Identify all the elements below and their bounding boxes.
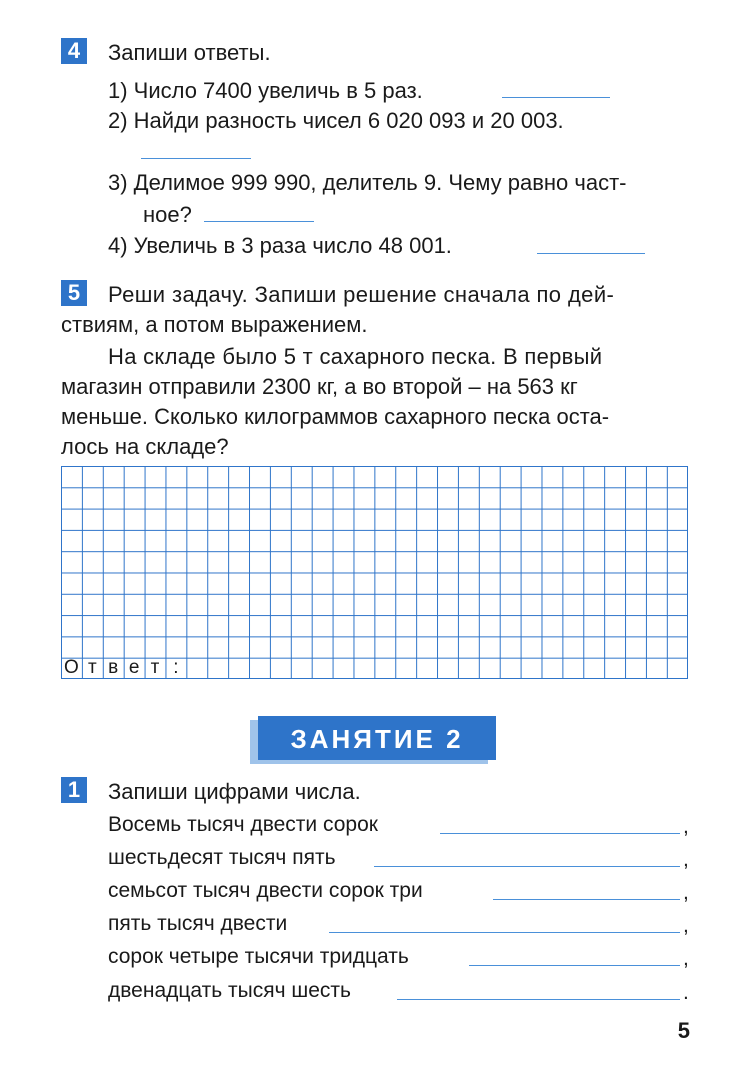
task-text-line: ствиям, а потом выражением. bbox=[61, 312, 368, 337]
lesson-header: ЗАНЯТИЕ 2 bbox=[258, 716, 496, 760]
answer-line[interactable] bbox=[204, 221, 314, 222]
answer-line[interactable] bbox=[440, 833, 680, 834]
number-words: шестьдесят тысяч пять bbox=[108, 846, 336, 869]
answer-letter: : bbox=[173, 657, 179, 678]
answer-letter: т bbox=[87, 657, 97, 678]
answer-line[interactable] bbox=[493, 899, 680, 900]
page-number: 5 bbox=[677, 1018, 690, 1043]
task-text-line: меньше. Сколько килограммов сахарного песка оста- bbox=[61, 404, 610, 429]
row-punctuation: , bbox=[683, 815, 689, 838]
number-words: сорок четыре тысячи тридцать bbox=[108, 945, 409, 968]
answer-letter: в bbox=[108, 657, 119, 678]
task-item: 1) Число 7400 увеличь в 5 раз. bbox=[108, 78, 423, 103]
answer-line[interactable] bbox=[502, 97, 610, 98]
task-item-continuation: ное? bbox=[143, 202, 192, 227]
answer-label bbox=[61, 657, 186, 678]
solution-grid[interactable] bbox=[61, 466, 688, 679]
task-item: 3) Делимое 999 990, делитель 9. Чему равно част- bbox=[108, 170, 627, 195]
answer-letter: е bbox=[128, 657, 140, 678]
number-words: пять тысяч двести bbox=[108, 912, 288, 935]
task-text-line: магазин отправили 2300 кг, а во второй – на 563 кг bbox=[61, 374, 578, 399]
task-title: Запиши ответы. bbox=[108, 40, 271, 65]
row-punctuation: , bbox=[683, 848, 689, 871]
task-text-line: лось на складе? bbox=[61, 434, 229, 459]
number-words: семьсот тысяч двести сорок три bbox=[108, 879, 423, 902]
answer-line[interactable] bbox=[537, 253, 645, 254]
task-number-badge: 4 bbox=[61, 38, 87, 64]
task-text-line: Реши задачу. Запиши решение сначала по дей- bbox=[108, 282, 615, 307]
row-punctuation: , bbox=[683, 947, 689, 970]
answer-line[interactable] bbox=[141, 158, 251, 159]
task-text-line: На складе было 5 т сахарного песка. В первый bbox=[108, 344, 603, 369]
task-number-badge: 5 bbox=[61, 280, 87, 306]
answer-letter: О bbox=[64, 657, 79, 678]
answer-line[interactable] bbox=[469, 965, 680, 966]
task-item: 2) Найди разность чисел 6 020 093 и 20 003. bbox=[108, 108, 564, 133]
task-item: 4) Увеличь в 3 раза число 48 001. bbox=[108, 233, 452, 258]
number-words: двенадцать тысяч шесть bbox=[108, 979, 351, 1002]
task-title: Запиши цифрами числа. bbox=[108, 779, 361, 804]
row-punctuation: . bbox=[683, 981, 689, 1004]
row-punctuation: , bbox=[683, 881, 689, 904]
row-punctuation: , bbox=[683, 914, 689, 937]
answer-line[interactable] bbox=[374, 866, 680, 867]
task-number-badge: 1 bbox=[61, 777, 87, 803]
answer-line[interactable] bbox=[397, 999, 680, 1000]
answer-letter: т bbox=[150, 657, 160, 678]
answer-line[interactable] bbox=[329, 932, 680, 933]
number-words: Восемь тысяч двести сорок bbox=[108, 813, 378, 836]
